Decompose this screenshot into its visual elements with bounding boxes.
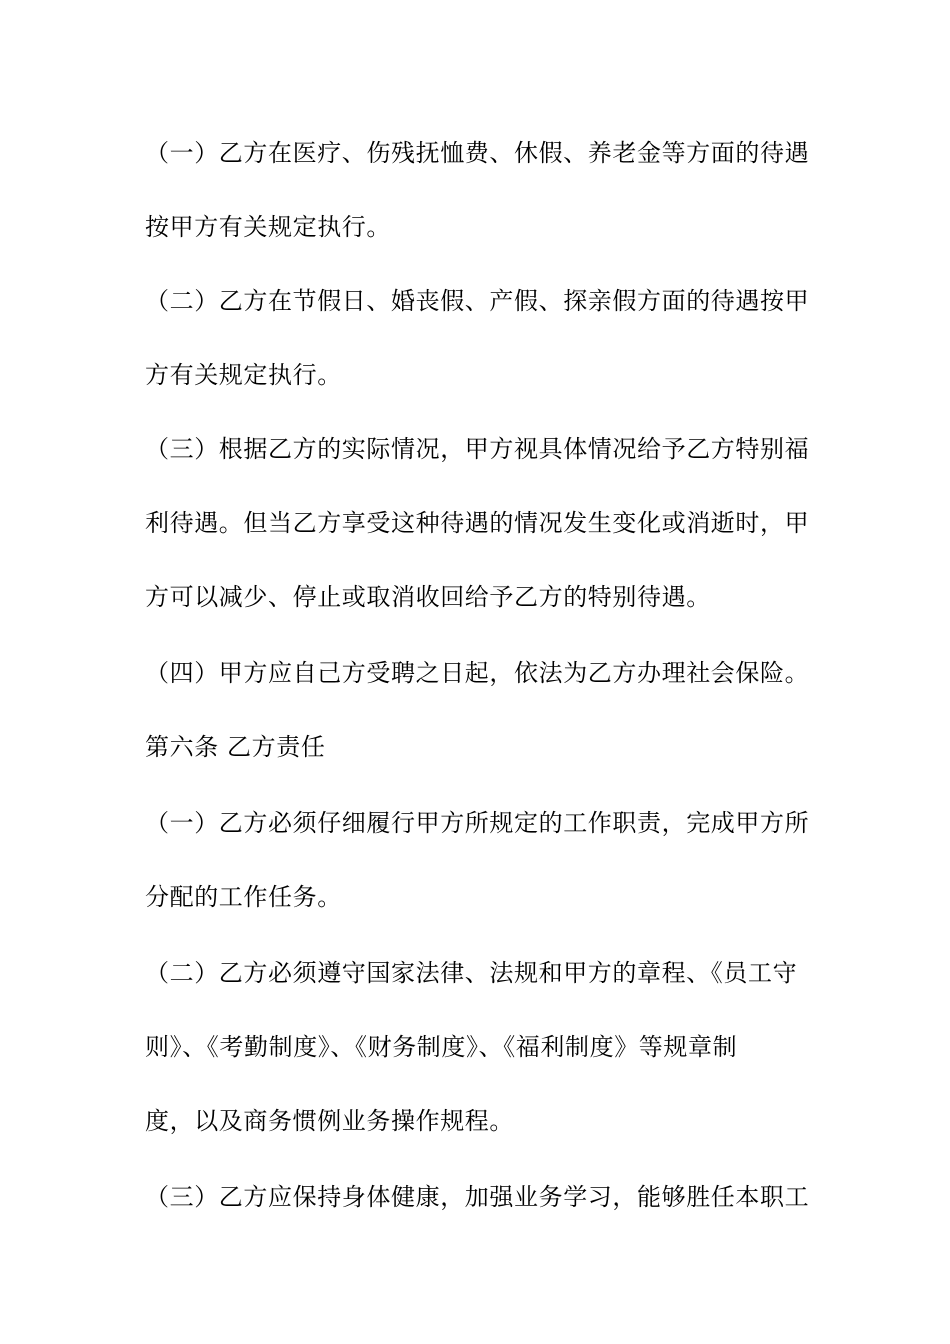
paragraph-line: 分配的工作任务。 <box>145 883 342 911</box>
paragraph-line: 方有关规定执行。 <box>145 361 342 389</box>
paragraph-line: （三）乙方应保持身体健康，加强业务学习，能够胜任本职工 <box>145 1183 810 1211</box>
paragraph-line: 则》、《考勤制度》、《财务制度》、《福利制度》等规章制 <box>145 1033 738 1061</box>
paragraph-line: （三）根据乙方的实际情况，甲方视具体情况给予乙方特别福 <box>145 435 810 463</box>
paragraph-line: 方可以减少、停止或取消收回给予乙方的特别待遇。 <box>145 583 711 611</box>
paragraph-line: 度，以及商务惯例业务操作规程。 <box>145 1107 514 1135</box>
paragraph-line: 利待遇。但当乙方享受这种待遇的情况发生变化或消逝时，甲 <box>145 509 810 537</box>
paragraph-line: 按甲方有关规定执行。 <box>145 213 391 241</box>
paragraph-line: （二）乙方在节假日、婚丧假、产假、探亲假方面的待遇按甲 <box>145 287 810 315</box>
paragraph-line: （四）甲方应自己方受聘之日起，依法为乙方办理社会保险。 <box>145 659 810 687</box>
section-heading: 第六条 乙方责任 <box>145 733 326 761</box>
paragraph-line: （一）乙方必须仔细履行甲方所规定的工作职责，完成甲方所 <box>145 809 810 837</box>
paragraph-line: （一）乙方在医疗、伤残抚恤费、休假、养老金等方面的待遇 <box>145 139 810 167</box>
paragraph-line: （二）乙方必须遵守国家法律、法规和甲方的章程、《员工守 <box>145 959 798 987</box>
